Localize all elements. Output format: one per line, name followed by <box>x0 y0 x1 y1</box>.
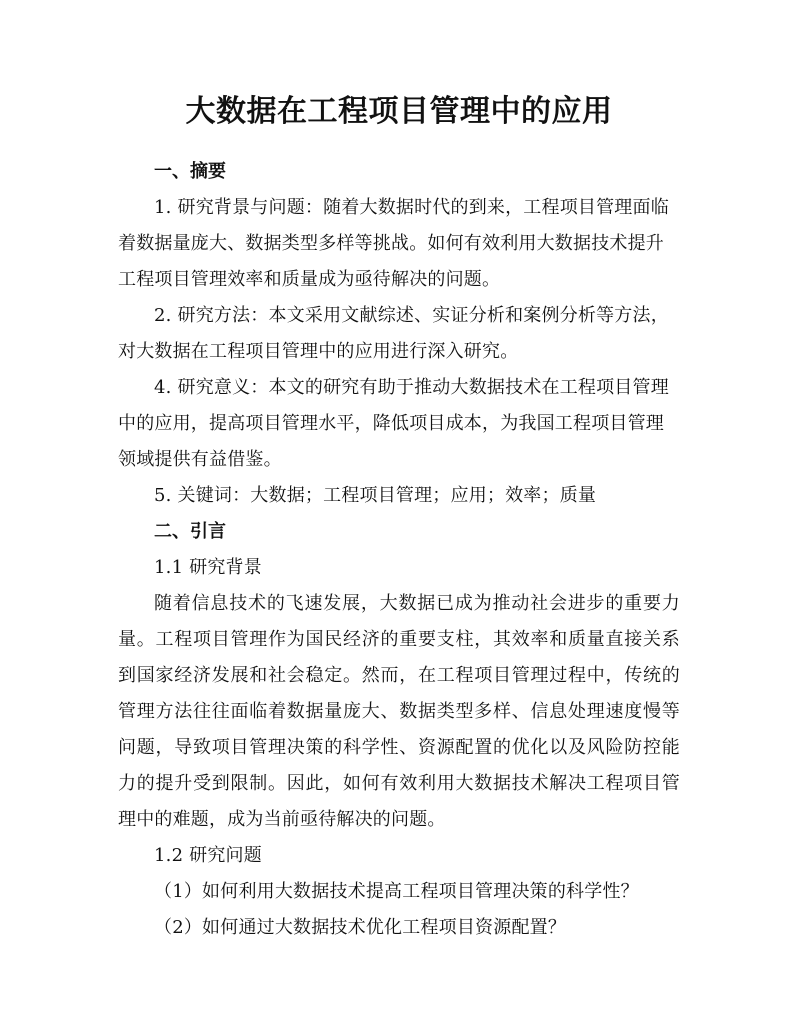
abstract-item-keywords: 5. 关键词：大数据；工程项目管理；应用；效率；质量 <box>154 485 597 506</box>
research-question-2: （2）如何通过大数据技术优化工程项目资源配置？ <box>154 917 567 938</box>
abstract-item-significance: 4. 研究意义：本文的研究有助于推动大数据技术在工程项目管理中的应用，提高项目管理水平，降低项目成本，为我国工程项目管理领域提供有益借鉴。 <box>118 377 669 470</box>
introduction-heading: 二、引言 <box>154 521 226 542</box>
research-background-paragraph: 随着信息技术的飞速发展，大数据已成为推动社会进步的重要力量。工程项目管理作为国民经济的重要支柱，其效率和质量直接关系到国家经济发展和社会稳定。然而，在工程项目管理过程中，传统的管理方法往往面临着数据量庞大、数据类型多样、信息处理速度慢等问题，导致项目管理决策的科学性、资源配置的优化以及风险防控能力的提升受到限制。因此，如何有效利用大数据技术解决工程项目管理中的难题，成为当前亟待解决的问题。 <box>118 593 680 830</box>
abstract-heading: 一、摘要 <box>154 161 226 182</box>
document-title: 大数据在工程项目管理中的应用 <box>185 94 613 129</box>
subsection-heading-research-questions: 1.2 研究问题 <box>154 845 262 866</box>
subsection-heading-research-background: 1.1 研究背景 <box>154 557 262 578</box>
abstract-item-background: 1. 研究背景与问题：随着大数据时代的到来，工程项目管理面临着数据量庞大、数据类型多样等挑战。如何有效利用大数据技术提升工程项目管理效率和质量成为亟待解决的问题。 <box>118 197 669 290</box>
abstract-item-methods: 2. 研究方法：本文采用文献综述、实证分析和案例分析等方法，对大数据在工程项目管理中的应用进行深入研究。 <box>118 305 669 362</box>
research-question-1: （1）如何利用大数据技术提高工程项目管理决策的科学性？ <box>154 881 639 902</box>
